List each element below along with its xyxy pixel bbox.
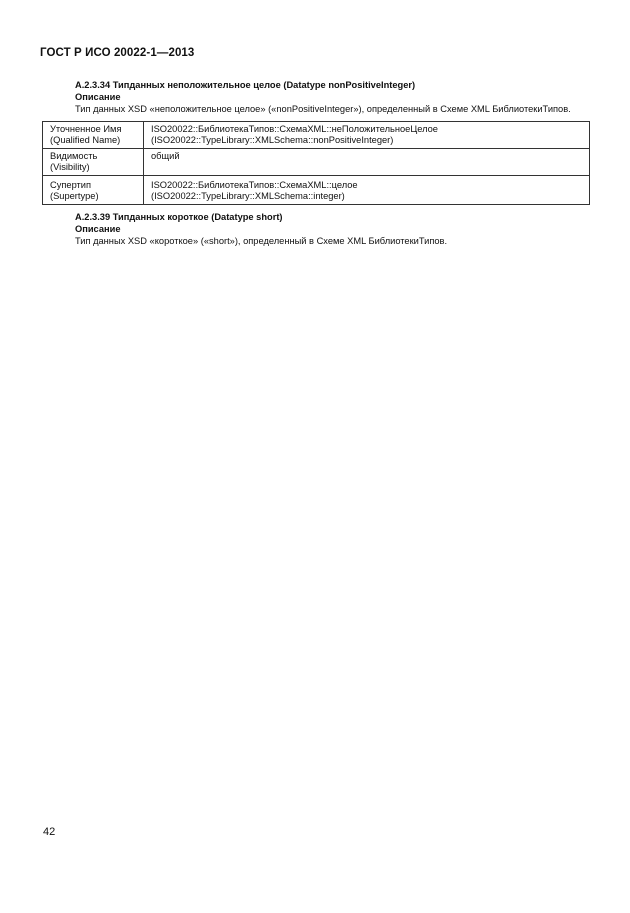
document-header: ГОСТ Р ИСО 20022-1—2013 xyxy=(40,47,195,59)
description-heading: Описание xyxy=(75,92,121,102)
document-body xyxy=(42,79,590,253)
supertype-label: Супертип (Supertype) xyxy=(43,176,144,205)
qualified-name-label: Уточненное Имя (Qualified Name) xyxy=(43,122,144,149)
page-number: 42 xyxy=(43,826,56,838)
section-description: Тип данных XSD «короткое» («short»), определенный в Схеме XML БиблиотекиТипов. xyxy=(75,236,448,246)
visibility-row xyxy=(43,149,590,176)
description-heading: Описание xyxy=(75,224,121,234)
datatype-section xyxy=(42,211,590,247)
section-title: A.2.3.34 Типданных неположительное целое (Datatype nonPositiveInteger) xyxy=(75,80,416,90)
supertype-row xyxy=(43,176,590,205)
datatype-section xyxy=(42,79,590,205)
section-description: Тип данных XSD «неположительное целое» («nonPositiveInteger»), определенный в Схеме XML БиблиотекиТипов. xyxy=(75,104,571,114)
section-title: A.2.3.39 Типданных короткое (Datatype short) xyxy=(75,212,283,222)
qualified-name-value: ISO20022::БиблиотекаТипов::СхемаXML::неПоложительноеЦелое (ISO20022::TypeLibrary::XMLSchema::nonPositiveInteger) xyxy=(144,122,590,149)
visibility-label: Видимость (Visibility) xyxy=(43,149,144,176)
visibility-value: общий xyxy=(144,149,590,176)
qualified-name-row xyxy=(43,122,590,149)
properties-table xyxy=(42,121,590,205)
supertype-value: ISO20022::БиблиотекаТипов::СхемаXML::целое (ISO20022::TypeLibrary::XMLSchema::integer) xyxy=(144,176,590,205)
